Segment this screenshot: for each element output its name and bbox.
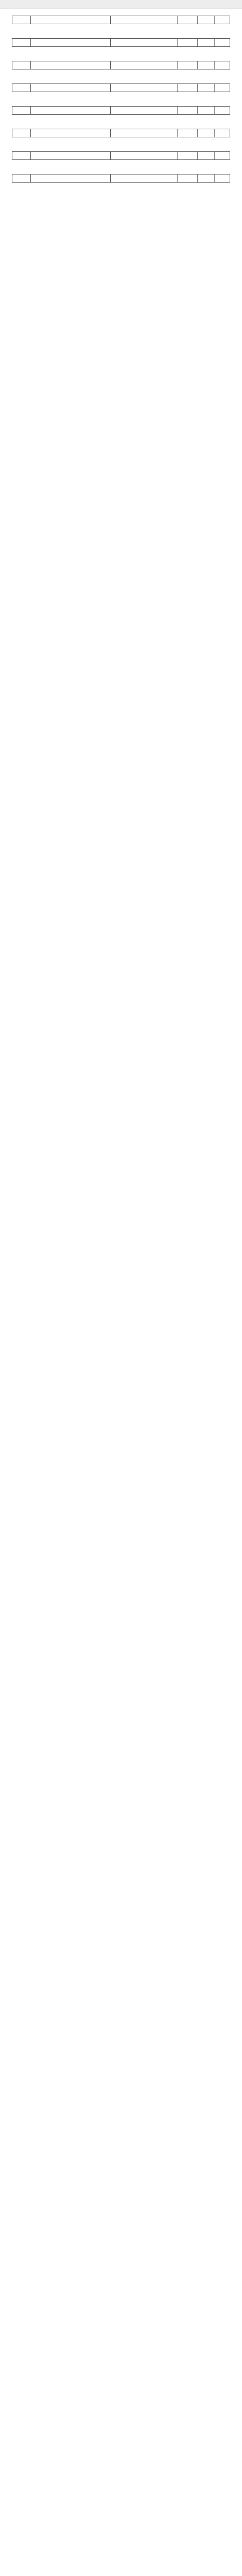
column-header-rank <box>198 61 215 69</box>
table-header-row <box>12 39 230 47</box>
column-header-school <box>31 152 110 160</box>
score-table <box>12 129 230 137</box>
column-header-note <box>215 16 230 24</box>
score-table <box>12 38 230 47</box>
column-header-code <box>12 39 31 47</box>
table-header-row <box>12 61 230 69</box>
column-header-score <box>178 152 198 160</box>
score-table-page <box>12 106 230 115</box>
column-header-rank <box>198 174 215 183</box>
column-header-code <box>12 16 31 24</box>
table-header-row <box>12 107 230 115</box>
browser-info-bar <box>0 0 242 9</box>
score-table <box>12 16 230 24</box>
column-header-plan <box>110 129 177 137</box>
column-header-school <box>31 61 110 69</box>
table-header-row <box>12 174 230 183</box>
score-table-page <box>12 38 230 47</box>
column-header-code <box>12 61 31 69</box>
score-table-page <box>12 16 230 24</box>
column-header-rank <box>198 39 215 47</box>
column-header-rank <box>198 129 215 137</box>
column-header-rank <box>198 16 215 24</box>
column-header-score <box>178 16 198 24</box>
column-header-code <box>12 107 31 115</box>
column-header-plan <box>110 16 177 24</box>
column-header-note <box>215 39 230 47</box>
column-header-code <box>12 84 31 92</box>
score-table <box>12 83 230 92</box>
column-header-note <box>215 61 230 69</box>
column-header-score <box>178 129 198 137</box>
column-header-school <box>31 39 110 47</box>
column-header-note <box>215 107 230 115</box>
column-header-note <box>215 174 230 183</box>
column-header-plan <box>110 107 177 115</box>
score-table <box>12 61 230 69</box>
column-header-score <box>178 174 198 183</box>
column-header-code <box>12 129 31 137</box>
column-header-score <box>178 107 198 115</box>
table-header-row <box>12 16 230 24</box>
column-header-school <box>31 129 110 137</box>
score-table-page <box>12 129 230 137</box>
column-header-plan <box>110 174 177 183</box>
score-table-page <box>12 61 230 69</box>
column-header-code <box>12 152 31 160</box>
score-table <box>12 106 230 115</box>
table-header-row <box>12 152 230 160</box>
column-header-code <box>12 174 31 183</box>
score-table-page <box>12 174 230 183</box>
score-table <box>12 174 230 183</box>
column-header-rank <box>198 84 215 92</box>
column-header-school <box>31 174 110 183</box>
column-header-plan <box>110 61 177 69</box>
column-header-school <box>31 107 110 115</box>
column-header-score <box>178 84 198 92</box>
score-table-page <box>12 83 230 92</box>
column-header-plan <box>110 152 177 160</box>
table-pages <box>0 16 242 183</box>
column-header-rank <box>198 152 215 160</box>
column-header-plan <box>110 39 177 47</box>
column-header-score <box>178 39 198 47</box>
column-header-score <box>178 61 198 69</box>
table-header-row <box>12 84 230 92</box>
column-header-school <box>31 16 110 24</box>
score-table <box>12 151 230 160</box>
column-header-rank <box>198 107 215 115</box>
column-header-school <box>31 84 110 92</box>
table-header-row <box>12 129 230 137</box>
column-header-note <box>215 84 230 92</box>
score-table-page <box>12 151 230 160</box>
column-header-plan <box>110 84 177 92</box>
column-header-note <box>215 129 230 137</box>
column-header-note <box>215 152 230 160</box>
